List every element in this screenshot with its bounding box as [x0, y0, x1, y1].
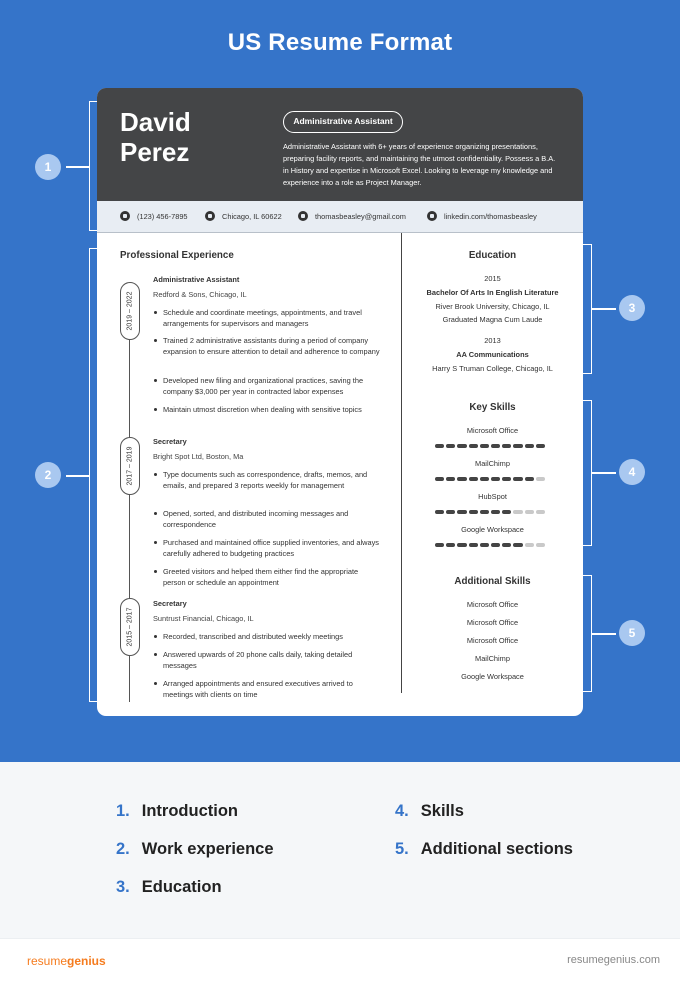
- marker-4: 4: [619, 459, 645, 485]
- role-badge: Administrative Assistant: [283, 111, 403, 133]
- skill-dot: [536, 444, 545, 448]
- additional-item: MailChimp: [475, 654, 510, 663]
- legend-item-additional-sections: 5. Additional sections: [395, 840, 573, 858]
- contact-location: Chicago, IL 60622: [205, 211, 282, 221]
- education-degree: AA Communications: [456, 350, 529, 359]
- skill-dot: [446, 477, 455, 481]
- job-bullet: Recorded, transcribed and distributed weekly meetings: [163, 631, 381, 642]
- skill-dot: [525, 543, 534, 547]
- resumegenius-logo[interactable]: resumegenius: [27, 954, 106, 968]
- linkedin-icon: [427, 211, 437, 221]
- legend-area: [0, 762, 680, 938]
- resume-card: [97, 88, 583, 716]
- job-company: Redford & Sons, Chicago, IL: [153, 290, 247, 299]
- job-title: Secretary: [153, 437, 187, 446]
- skill-rating: [435, 477, 545, 481]
- skill-dot: [480, 510, 489, 514]
- skill-dot: [469, 444, 478, 448]
- legend-item-work-experience: 2. Work experience: [116, 840, 274, 858]
- education-year: 2015: [484, 274, 501, 283]
- date-pill: 2017 – 2019: [120, 437, 140, 495]
- contact-phone: (123) 456-7895: [120, 211, 188, 221]
- skill-name: Google Workspace: [461, 525, 524, 534]
- skill-dot: [446, 444, 455, 448]
- job-bullet: Maintain utmost discretion when dealing with sensitive topics: [163, 404, 381, 415]
- bracket-intro: [89, 101, 97, 231]
- footer-url[interactable]: resumegenius.com: [567, 954, 660, 966]
- bracket-skills: [583, 400, 592, 546]
- skill-rating: [435, 510, 545, 514]
- skill-dot: [525, 510, 534, 514]
- education-note: Graduated Magna Cum Laude: [442, 315, 543, 324]
- email-icon: [298, 211, 308, 221]
- skill-dot: [502, 543, 511, 547]
- education-degree: Bachelor Of Arts In English Literature: [426, 288, 559, 297]
- skill-dot: [457, 510, 466, 514]
- additional-item: Microsoft Office: [466, 636, 519, 645]
- skill-dot: [469, 510, 478, 514]
- education-school: River Brook University, Chicago, IL: [435, 302, 550, 311]
- contact-linkedin: linkedin.com/thomasbeasley: [427, 211, 537, 221]
- skill-dot: [536, 510, 545, 514]
- skill-dot: [525, 444, 534, 448]
- job-title: Administrative Assistant: [153, 275, 240, 284]
- legend-item-introduction: 1. Introduction: [116, 802, 238, 820]
- skill-dot: [502, 477, 511, 481]
- skill-dot: [435, 444, 444, 448]
- contact-bar: [97, 201, 583, 233]
- resume-header: [97, 88, 583, 201]
- skill-dot: [536, 477, 545, 481]
- skill-dot: [435, 510, 444, 514]
- skill-dot: [469, 477, 478, 481]
- additional-item: Microsoft Office: [466, 600, 519, 609]
- job-bullet: Type documents such as correspondence, drafts, memos, and emails, and prepared 3 reports weekly for management: [163, 469, 381, 491]
- skill-dot: [491, 477, 500, 481]
- skill-dot: [480, 477, 489, 481]
- job-title: Secretary: [153, 599, 187, 608]
- skill-dot: [491, 510, 500, 514]
- skill-dot: [513, 444, 522, 448]
- skill-rating: [435, 543, 545, 547]
- job-company: Bright Spot Ltd, Boston, Ma: [153, 452, 244, 461]
- date-pill: 2015 – 2017: [120, 598, 140, 656]
- skill-dot: [480, 543, 489, 547]
- skill-dot: [480, 444, 489, 448]
- skill-dot: [502, 444, 511, 448]
- marker-5: 5: [619, 620, 645, 646]
- bracket-additional: [583, 575, 592, 692]
- location-icon: [205, 211, 215, 221]
- education-school: Harry S Truman College, Chicago, IL: [432, 364, 553, 373]
- education-heading: Education: [468, 250, 517, 261]
- legend-item-education: 3. Education: [116, 878, 222, 896]
- skill-dot: [457, 444, 466, 448]
- additional-heading: Additional Skills: [454, 576, 531, 587]
- skill-name: MailChimp: [475, 459, 510, 468]
- marker-1: 1: [35, 154, 61, 180]
- skill-dot: [457, 477, 466, 481]
- education-year: 2013: [484, 336, 501, 345]
- experience-heading: Professional Experience: [120, 250, 234, 261]
- bracket-education: [583, 244, 592, 374]
- skill-dot: [513, 510, 522, 514]
- footer: [0, 938, 680, 983]
- skill-dot: [457, 543, 466, 547]
- skill-dot: [513, 543, 522, 547]
- job-bullet: Developed new filing and organizational practices, saving the company $3,000 per year in contracted labor expenses: [163, 375, 381, 397]
- resume-name: David Perez: [120, 107, 191, 167]
- job-bullet: Purchased and maintained office supplied inventories, and always carefully adhered to budgeting practices: [163, 537, 381, 559]
- job-bullet: Schedule and coordinate meetings, appointments, and travel arrangements for supervisors and managers: [163, 307, 381, 329]
- skills-heading: Key Skills: [469, 402, 516, 413]
- skill-name: HubSpot: [478, 492, 507, 501]
- job-bullet: Arranged appointments and ensured executives arrived to meetings with clients on time: [163, 678, 381, 700]
- skill-rating: [435, 444, 545, 448]
- skill-dot: [525, 477, 534, 481]
- skill-dot: [446, 543, 455, 547]
- skill-dot: [513, 477, 522, 481]
- skill-dot: [502, 510, 511, 514]
- summary-text: Administrative Assistant with 6+ years of experience organizing presentations, preparing facility reports, and maintaining the utmost confidentiality. Possess a B.A. in History and expertise in Microsoft Excel. Looking to leverage my knowledge and experience into a role as Project Manager.: [283, 142, 556, 187]
- job-bullet: Greeted visitors and helped them either find the appropriate person or schedule an appointment: [163, 566, 381, 588]
- marker-3: 3: [619, 295, 645, 321]
- contact-email: thomasbeasley@gmail.com: [298, 211, 406, 221]
- skill-dot: [491, 444, 500, 448]
- skill-dot: [536, 543, 545, 547]
- additional-item: Google Workspace: [461, 672, 524, 681]
- additional-item: Microsoft Office: [466, 618, 519, 627]
- skill-dot: [446, 510, 455, 514]
- skill-dot: [469, 543, 478, 547]
- phone-icon: [120, 211, 130, 221]
- skill-dot: [435, 543, 444, 547]
- bracket-experience: [89, 248, 97, 702]
- job-company: Suntrust Financial, Chicago, IL: [153, 614, 254, 623]
- job-bullet: Opened, sorted, and distributed incoming messages and correspondence: [163, 508, 381, 530]
- skill-name: Microsoft Office: [466, 426, 519, 435]
- job-bullet: Answered upwards of 20 phone calls daily, taking detailed messages: [163, 649, 381, 671]
- marker-2: 2: [35, 462, 61, 488]
- page-title: US Resume Format: [227, 29, 453, 56]
- job-bullet: Trained 2 administrative assistants during a period of company expansion to ensure attention to detail and adherence to company: [163, 336, 380, 356]
- skill-dot: [491, 543, 500, 547]
- legend-item-skills: 4. Skills: [395, 802, 464, 820]
- date-pill: 2019 – 2022: [120, 282, 140, 340]
- skill-dot: [435, 477, 444, 481]
